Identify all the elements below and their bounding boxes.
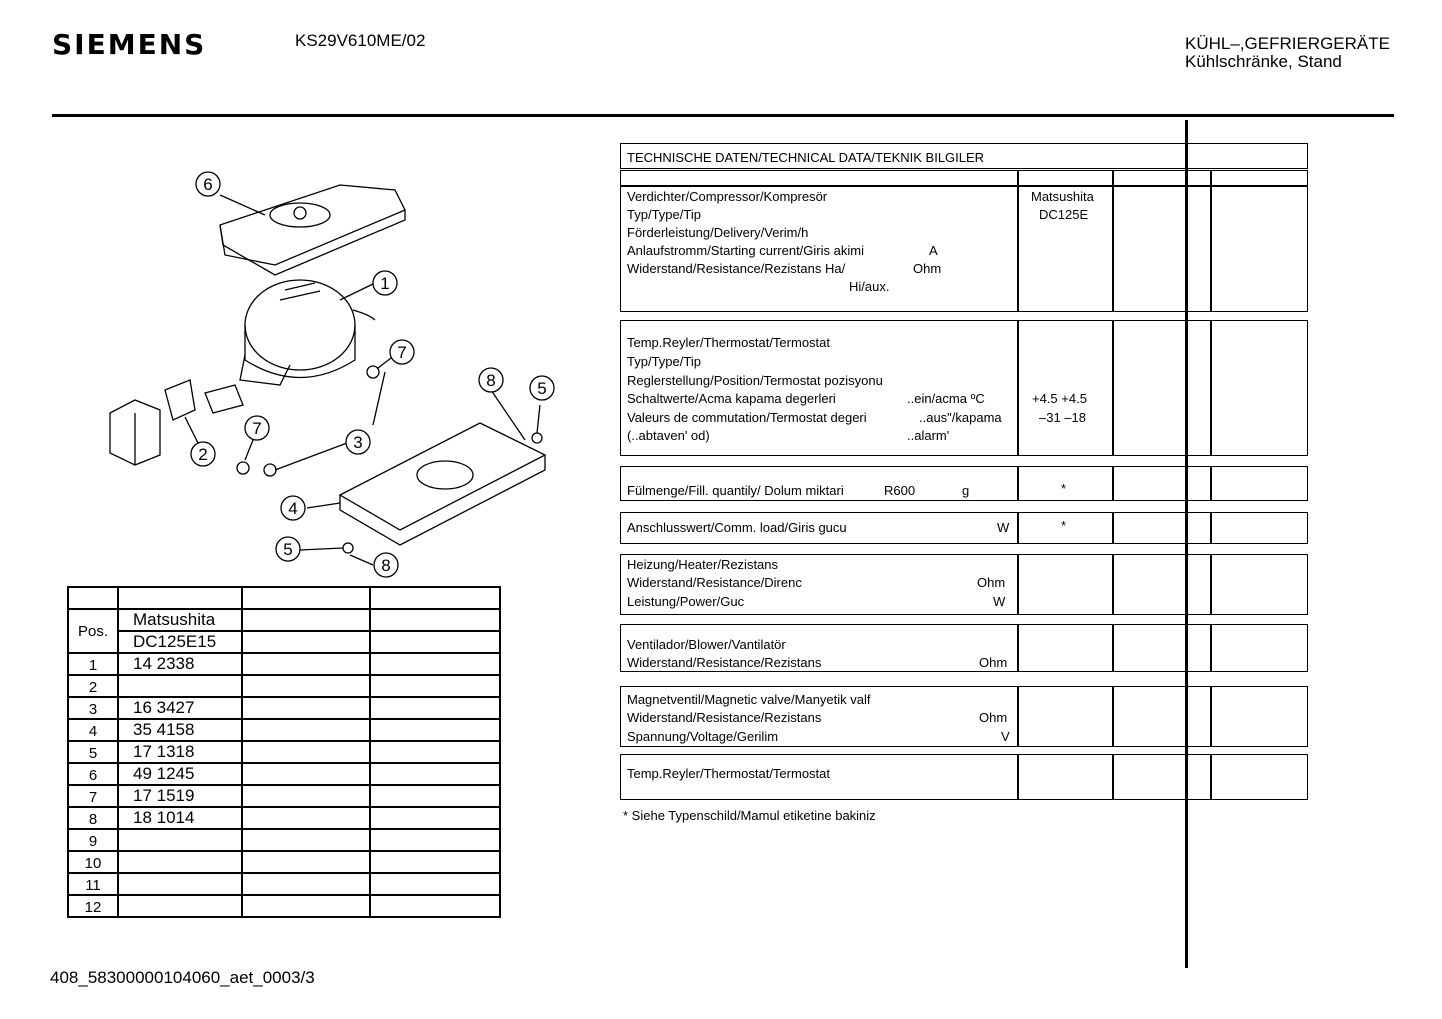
callout-8b: 8: [381, 556, 391, 575]
tech-title-box: [620, 143, 1308, 169]
manufacturer-cell: Matsushita: [118, 609, 242, 631]
callout-8: 8: [486, 371, 496, 390]
table-row: 12: [68, 895, 500, 917]
callout-6: 6: [203, 175, 213, 194]
table-row: 6 49 1245: [68, 763, 500, 785]
header-divider: [52, 114, 1394, 117]
callout-4: 4: [288, 499, 298, 518]
table-row: 7 17 1519: [68, 785, 500, 807]
heater-section: Heizung/Heater/Rezistans Widerstand/Resistance/Direnc Leistung/Power/Guc Ohm W: [620, 554, 1308, 615]
document-code: 408_58300000104060_aet_0003/3: [50, 968, 315, 987]
pos-header: Pos.: [68, 609, 118, 653]
fill-section: Fülmenge/Fill. quantily/ Dolum miktari R600 g *: [620, 466, 1308, 501]
table-row: 8 18 1014: [68, 807, 500, 829]
model-number: KS29V610ME/02: [295, 31, 426, 50]
compressor-make: Matsushita: [1031, 189, 1094, 204]
category-subtitle: Kühlschränke, Stand: [1185, 52, 1342, 71]
thermostat-section: Temp.Reyler/Thermostat/Termostat Typ/Type/Tip Reglerstellung/Position/Termostat pozisyonu Schaltwerte/Acma kapama degerleri Valeurs de commutation/Termostat degeri (..abtaven' od) ..ein/acma ºC ..aus"/kapama ..alarm' +4.5 +4.5 –31 –18: [620, 320, 1308, 456]
load-section: Anschlusswert/Comm. load/Giris gucu W *: [620, 512, 1308, 544]
callout-3: 3: [353, 433, 363, 452]
category-title: KÜHL–,GEFRIERGERÄTE: [1185, 34, 1390, 53]
thermostat2-section: Temp.Reyler/Thermostat/Termostat: [620, 754, 1308, 800]
compressor-exploded-diagram: [95, 165, 565, 585]
callout-5: 5: [537, 379, 547, 398]
table-row: 1 14 2338: [68, 653, 500, 675]
callout-1: 1: [380, 274, 390, 293]
valve-section: Magnetventil/Magnetic valve/Manyetik valf Widerstand/Resistance/Rezistans Spannung/Voltage/Gerilim Ohm V: [620, 686, 1308, 747]
tech-header-row: [620, 170, 1308, 186]
table-row: 3 16 3427: [68, 697, 500, 719]
table-row: 9: [68, 829, 500, 851]
model-cell: DC125E15: [118, 631, 242, 653]
page-number: 3/3: [291, 968, 315, 987]
compressor-section: Verdichter/Compressor/Kompresör Typ/Type/Tip Förderleistung/Delivery/Verim/h Anlaufstromm/Starting current/Giris akimi Widerstand/Resistance/Rezistans Ha/ A Ohm Hi/aux. Matsushita DC125E: [620, 186, 1308, 312]
callout-7: 7: [397, 343, 407, 362]
table-row: 4 35 4158: [68, 719, 500, 741]
blower-section: Ventilador/Blower/Vantilatör Widerstand/Resistance/Rezistans Ohm: [620, 624, 1308, 672]
compressor-type: DC125E: [1039, 207, 1089, 222]
callout-7b: 7: [252, 419, 262, 438]
tech-title: TECHNISCHE DATEN/TECHNICAL DATA/TEKNIK BILGILER: [627, 150, 985, 165]
table-row: 11: [68, 873, 500, 895]
brand-logo: SIEMENS: [52, 28, 207, 61]
footnote: * Siehe Typenschild/Mamul etiketine bakiniz: [623, 808, 876, 823]
callout-5b: 5: [283, 540, 293, 559]
table-row: 10: [68, 851, 500, 873]
table-row: 2: [68, 675, 500, 697]
table-row: 5 17 1318: [68, 741, 500, 763]
callout-2: 2: [198, 445, 208, 464]
parts-table: [67, 586, 501, 918]
